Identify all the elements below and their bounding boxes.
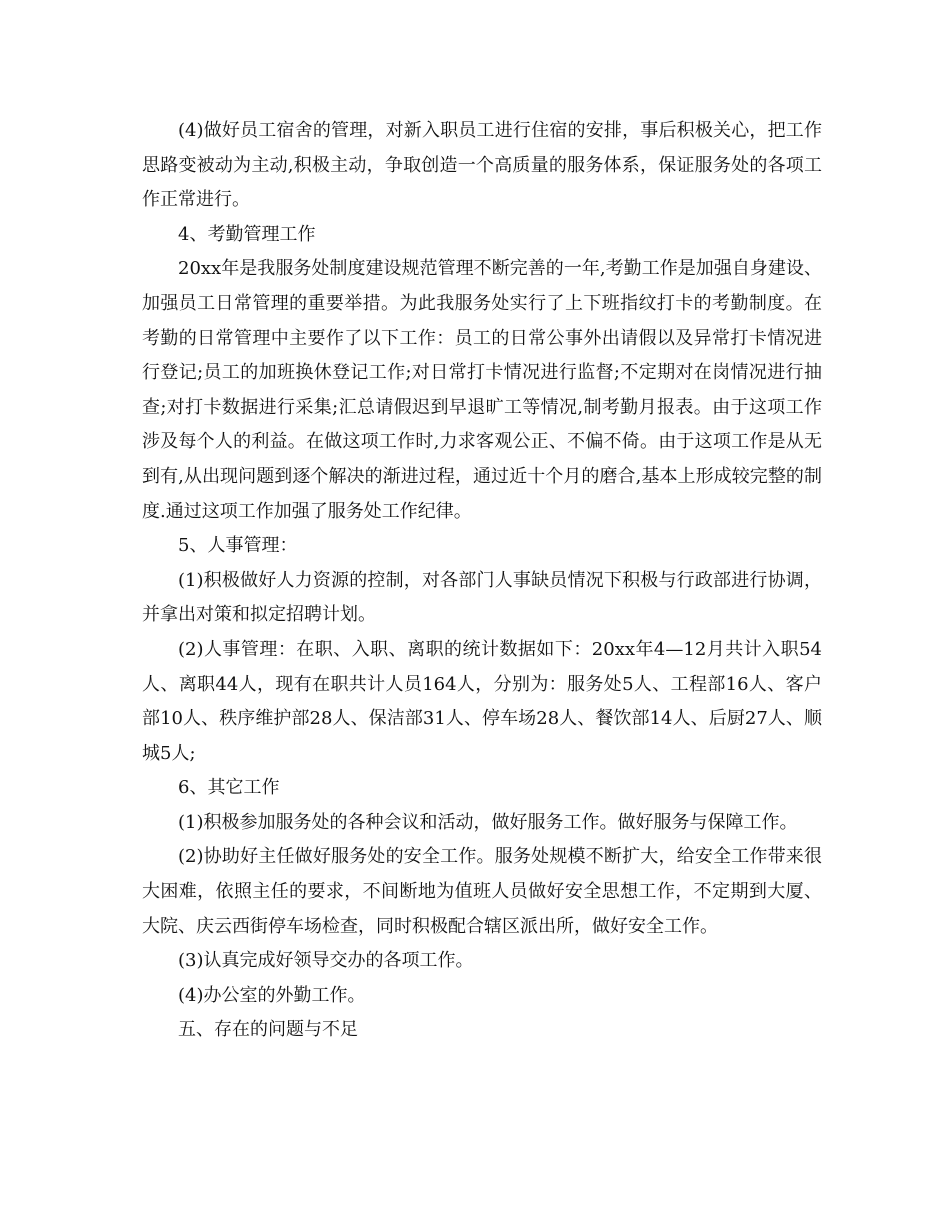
- paragraph-hr-control: (1)积极做好人力资源的控制，对各部门人事缺员情况下积极与行政部进行协调，并拿出对策和拟定招聘计划。: [142, 569, 822, 626]
- paragraph-meetings: (1)积极参加服务处的各种会议和活动，做好服务工作。做好服务与保障工作。: [178, 811, 798, 833]
- paragraph-leader-tasks: (3)认真完成好领导交办的各项工作。: [178, 950, 474, 972]
- heading-problems-shortcomings: 五、存在的问题与不足: [178, 1019, 358, 1041]
- paragraph-dormitory-management: (4)做好员工宿舍的管理，对新入职员工进行住宿的安排，事后积极关心，把工作思路变被动为主动,积极主动，争取创造一个高质量的服务体系，保证服务处的各项工作正常进行。: [142, 120, 822, 211]
- paragraph-safety-work: (2)协助好主任做好服务处的安全工作。服务处规模不断扩大，给安全工作带来很大困难，依照主任的要求，不间断地为值班人员做好安全思想工作，不定期到大厦、大院、庆云西街停车场检查，同时积极配合辖区派出所，做好安全工作。: [142, 846, 822, 937]
- heading-attendance-management: 4、考勤管理工作: [178, 223, 316, 245]
- paragraph-office-field-work: (4)办公室的外勤工作。: [178, 984, 366, 1006]
- document-page: [142, 114, 822, 1048]
- paragraph-hr-statistics: (2)人事管理：在职、入职、离职的统计数据如下：20xx年4—12月共计入职54人、离职44人，现有在职共计人员164人，分别为：服务处5人、工程部16人、客户部10人、秩序维护部28人、保洁部31人、停车场28人、餐饮部14人、后厨27人、顺城5人;: [142, 638, 822, 764]
- heading-personnel-management: 5、人事管理：: [178, 535, 298, 557]
- heading-other-work: 6、其它工作: [178, 777, 280, 799]
- paragraph-attendance-details: 20xx年是我服务处制度建设规范管理不断完善的一年,考勤工作是加强自身建设、加强员工日常管理的重要举措。为此我服务处实行了上下班指纹打卡的考勤制度。在考勤的日常管理中主要作了以下工作：员工的日常公事外出请假以及异常打卡情况进行登记;员工的加班换休登记工作;对日常打卡情况进行监督;不定期对在岗情况进行抽查;对打卡数据进行采集;汇总请假迟到早退旷工等情况,制考勤月报表。由于这项工作涉及每个人的利益。在做这项工作时,力求客观公正、不偏不倚。由于这项工作是从无到有,从出现问题到逐个解决的渐进过程，通过近十个月的磨合,基本上形成较完整的制度.通过这项工作加强了服务处工作纪律。: [142, 258, 822, 522]
